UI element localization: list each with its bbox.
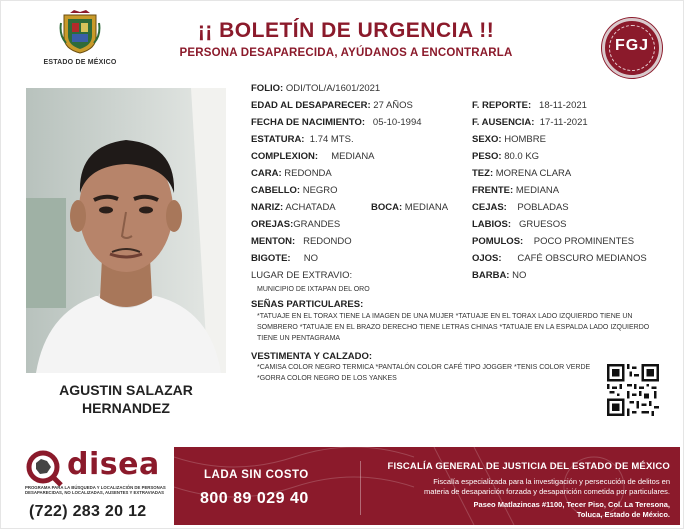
missing-person-photo (26, 88, 226, 373)
person-name (26, 381, 226, 417)
odisea-wordmark: disea (67, 447, 160, 482)
lada-number[interactable]: 800 89 029 40 (200, 490, 309, 507)
bulletin-subtitle: PERSONA DESAPARECIDA, AYÚDANOS A ENCONTRARLA (179, 47, 513, 59)
fgj-logo (602, 18, 662, 78)
field-frente: FRENTE: MEDIANA (472, 185, 560, 196)
field-tez: TEZ: MORENA CLARA (472, 168, 572, 179)
footer-divider (360, 461, 361, 515)
fgj-logo-text: FGJ (614, 37, 650, 54)
field-cara: CARA: REDONDA (251, 168, 332, 179)
bulletin-title: ¡¡ BOLETÍN DE URGENCIA !! (197, 19, 495, 42)
field-bigote: BIGOTE: NO (251, 253, 319, 264)
field-estatura: ESTATURA: 1.74 MTS. (251, 134, 354, 145)
person-name-line1: AGUSTIN SALAZAR (59, 382, 193, 398)
field-cabello: CABELLO: NEGRO (251, 185, 338, 196)
field-lugar-extravio-label: LUGAR DE EXTRAVIO: (251, 270, 353, 281)
person-portrait-icon (26, 88, 226, 373)
fiscalia-description (370, 477, 670, 497)
vestimenta-line1: *CAMISA COLOR NEGRO TERMICA *PANTALÓN COLOR CAFÉ TIPO JOGGER *TENIS COLOR VERDE (257, 364, 591, 371)
field-barba: BARBA: NO (472, 270, 527, 281)
odisea-phone[interactable]: (722) 283 20 12 (29, 503, 147, 520)
vestimenta-label: VESTIMENTA Y CALZADO: (251, 351, 373, 362)
field-fecha-reporte: F. REPORTE: 18-11-2021 (472, 100, 587, 111)
lada-label: LADA SIN COSTO (204, 469, 309, 481)
field-fecha-nacimiento: FECHA DE NACIMIENTO: 05-10-1994 (251, 117, 422, 128)
qr-code-icon[interactable] (607, 364, 659, 416)
field-folio: FOLIO: ODI/TOL/A/1601/2021 (251, 83, 381, 94)
field-cejas: CEJAS: POBLADAS (472, 202, 569, 213)
fiscalia-address-line1: Paseo Matlazincas #1100, Tecer Piso, Col. La Teresona, (473, 500, 670, 509)
field-boca: BOCA: MEDIANA (371, 202, 449, 213)
senas-line1: *TATUAJE EN EL TORAX TIENE LA IMAGEN DE UNA MUJER *TATUAJE EN EL TORAX LADO IZQUIERDO TIENE UN (257, 313, 633, 320)
fiscalia-desc-line2: materia de desaparición forzada y desaparición cometida por particulares. (424, 487, 670, 496)
fiscalia-address-line2: Toluca, Estado de México. (576, 510, 670, 519)
senas-label: SEÑAS PARTICULARES: (251, 299, 364, 310)
field-lugar-extravio-value: MUNICIPIO DE IXTAPAN DEL ORO (257, 286, 370, 293)
field-menton: MENTON: REDONDO (251, 236, 352, 247)
field-labios: LABIOS: GRUESOS (472, 219, 567, 230)
odisea-magnifier-icon (25, 449, 65, 489)
estado-de-mexico-logo (35, 9, 125, 66)
state-logo-caption: ESTADO DE MÉXICO (43, 59, 117, 66)
field-nariz: NARIZ: ACHATADA (251, 202, 336, 213)
footer-contact-band (174, 447, 680, 525)
fiscalia-desc-line1: Fiscalía especializada para la investigación y persecución de delitos en (433, 477, 670, 486)
odisea-logo (17, 445, 174, 525)
fiscalia-title: FISCALÍA GENERAL DE JUSTICIA DEL ESTADO DE MÉXICO (387, 461, 670, 472)
vestimenta-line2: *GORRA COLOR NEGRO DE LOS YANKES (257, 375, 397, 382)
senas-line2: SOMBRERO *TATUAJE EN EL BRAZO DERECHO TIENE LETRAS CHINAS *TATUAJE EN LA ESPALDA LADO IZQUIERDO (257, 324, 650, 331)
field-edad: EDAD AL DESAPARECER: 27 AÑOS (251, 100, 413, 111)
field-orejas: OREJAS:GRANDES (251, 219, 341, 230)
field-complexion: COMPLEXION: MEDIANA (251, 151, 375, 162)
field-pomulos: POMULOS: POCO PROMINENTES (472, 236, 635, 247)
field-sexo: SEXO: HOMBRE (472, 134, 546, 145)
senas-line3: TIENE UN PENTAGRAMA (257, 335, 341, 342)
fiscalia-address (370, 500, 670, 520)
field-peso: PESO: 80.0 KG (472, 151, 540, 162)
odisea-description: PROGRAMA PARA LA BÚSQUEDA Y LOCALIZACIÓN DE PERSONAS DESAPARECIDAS, NO LOCALIZADAS, AUSENTES Y EXTRAVIADAS (25, 485, 166, 496)
state-emblem-icon (58, 9, 102, 55)
field-fecha-ausencia: F. AUSENCIA: 17-11-2021 (472, 117, 588, 128)
person-name-line2: HERNANDEZ (82, 400, 170, 416)
field-ojos: OJOS: CAFÉ OBSCURO MEDIANOS (472, 253, 647, 264)
